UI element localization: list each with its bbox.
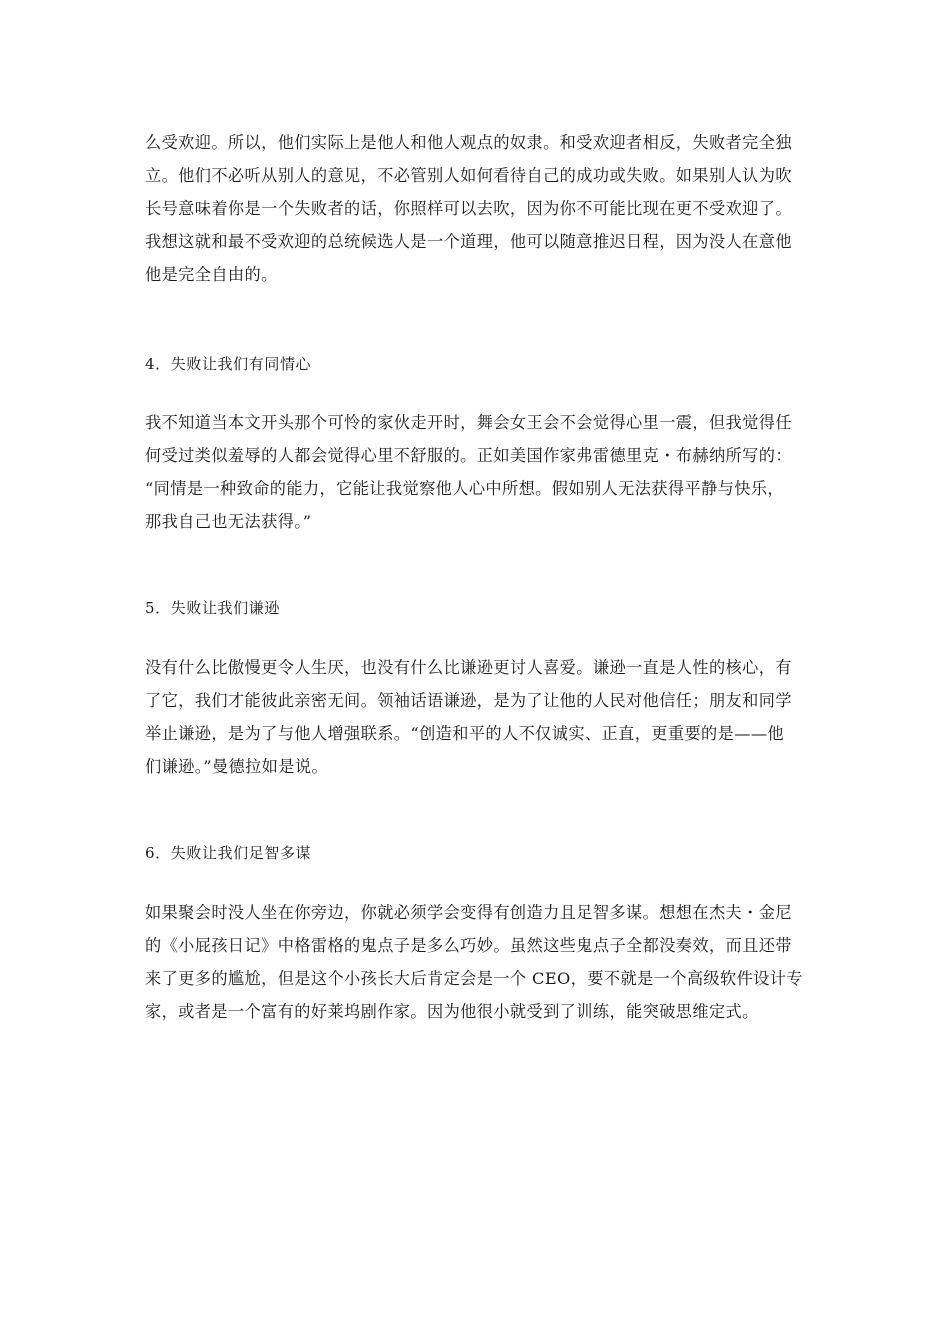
section-paragraph xyxy=(145,406,810,538)
paragraph-line: 家，或者是一个富有的好莱坞剧作家。因为他很小就受到了训练，能突破思维定式。 xyxy=(145,1002,759,1021)
section-paragraph xyxy=(145,651,810,783)
paragraph-line: 来了更多的尴尬，但是这个小孩长大后肯定会是一个 CEO，要不就是一个高级软件设计专 xyxy=(145,969,803,988)
paragraph-line: 那我自己也无法获得。” xyxy=(145,512,312,531)
section-paragraph xyxy=(145,896,810,1028)
section-heading xyxy=(145,592,810,625)
paragraph-line: 没有什么比傲慢更令人生厌，也没有什么比谦逊更讨人喜爱。谦逊一直是人性的核心，有 xyxy=(145,658,792,677)
paragraph-line: 们谦逊。”曼德拉如是说。 xyxy=(145,757,329,776)
section-heading-text: 4．失败让我们有同情心 xyxy=(145,355,312,373)
paragraph-line: 了它，我们才能彼此亲密无间。领袖话语谦逊，是为了让他的人民对他信任；朋友和同学 xyxy=(145,691,792,710)
paragraph-line: 如果聚会时没人坐在你旁边，你就必须学会变得有创造力且足智多谋。想想在杰夫・金尼 xyxy=(145,903,792,922)
section-heading xyxy=(145,348,810,381)
section-heading xyxy=(145,837,810,870)
section-heading-text: 5．失败让我们谦逊 xyxy=(145,599,280,617)
paragraph-line: 举止谦逊，是为了与他人增强联系。“创造和平的人不仅诚实、正直，更重要的是——他 xyxy=(145,724,784,743)
paragraph-line: 立。他们不必听从别人的意见，不必管别人如何看待自己的成功或失败。如果别人认为吹 xyxy=(145,166,792,185)
paragraph-line: 我不知道当本文开头那个可怜的家伙走开时，舞会女王会不会觉得心里一震，但我觉得任 xyxy=(145,413,792,432)
paragraph-line: “同情是一种致命的能力，它能让我觉察他人心中所想。假如别人无法获得平静与快乐， xyxy=(145,479,784,498)
paragraph-line: 的《小屁孩日记》中格雷格的鬼点子是多么巧妙。虽然这些鬼点子全都没奏效，而且还带 xyxy=(145,936,792,955)
paragraph-line: 我想这就和最不受欢迎的总统候选人是一个道理，他可以随意推迟日程，因为没人在意他 xyxy=(145,232,792,251)
section-heading-text: 6．失败让我们足智多谋 xyxy=(145,844,312,862)
paragraph-line: 何受过类似羞辱的人都会觉得心里不舒服的。正如美国作家弗雷德里克・布赫纳所写的： xyxy=(145,446,792,465)
paragraph-line: 长号意味着你是一个失败者的话，你照样可以去吹，因为你不可能比现在更不受欢迎了。 xyxy=(145,199,792,218)
paragraph-line: 么受欢迎。所以，他们实际上是他人和他人观点的奴隶。和受欢迎者相反，失败者完全独 xyxy=(145,133,792,152)
intro-paragraph xyxy=(145,126,810,291)
paragraph-line: 他是完全自由的。 xyxy=(145,265,278,284)
